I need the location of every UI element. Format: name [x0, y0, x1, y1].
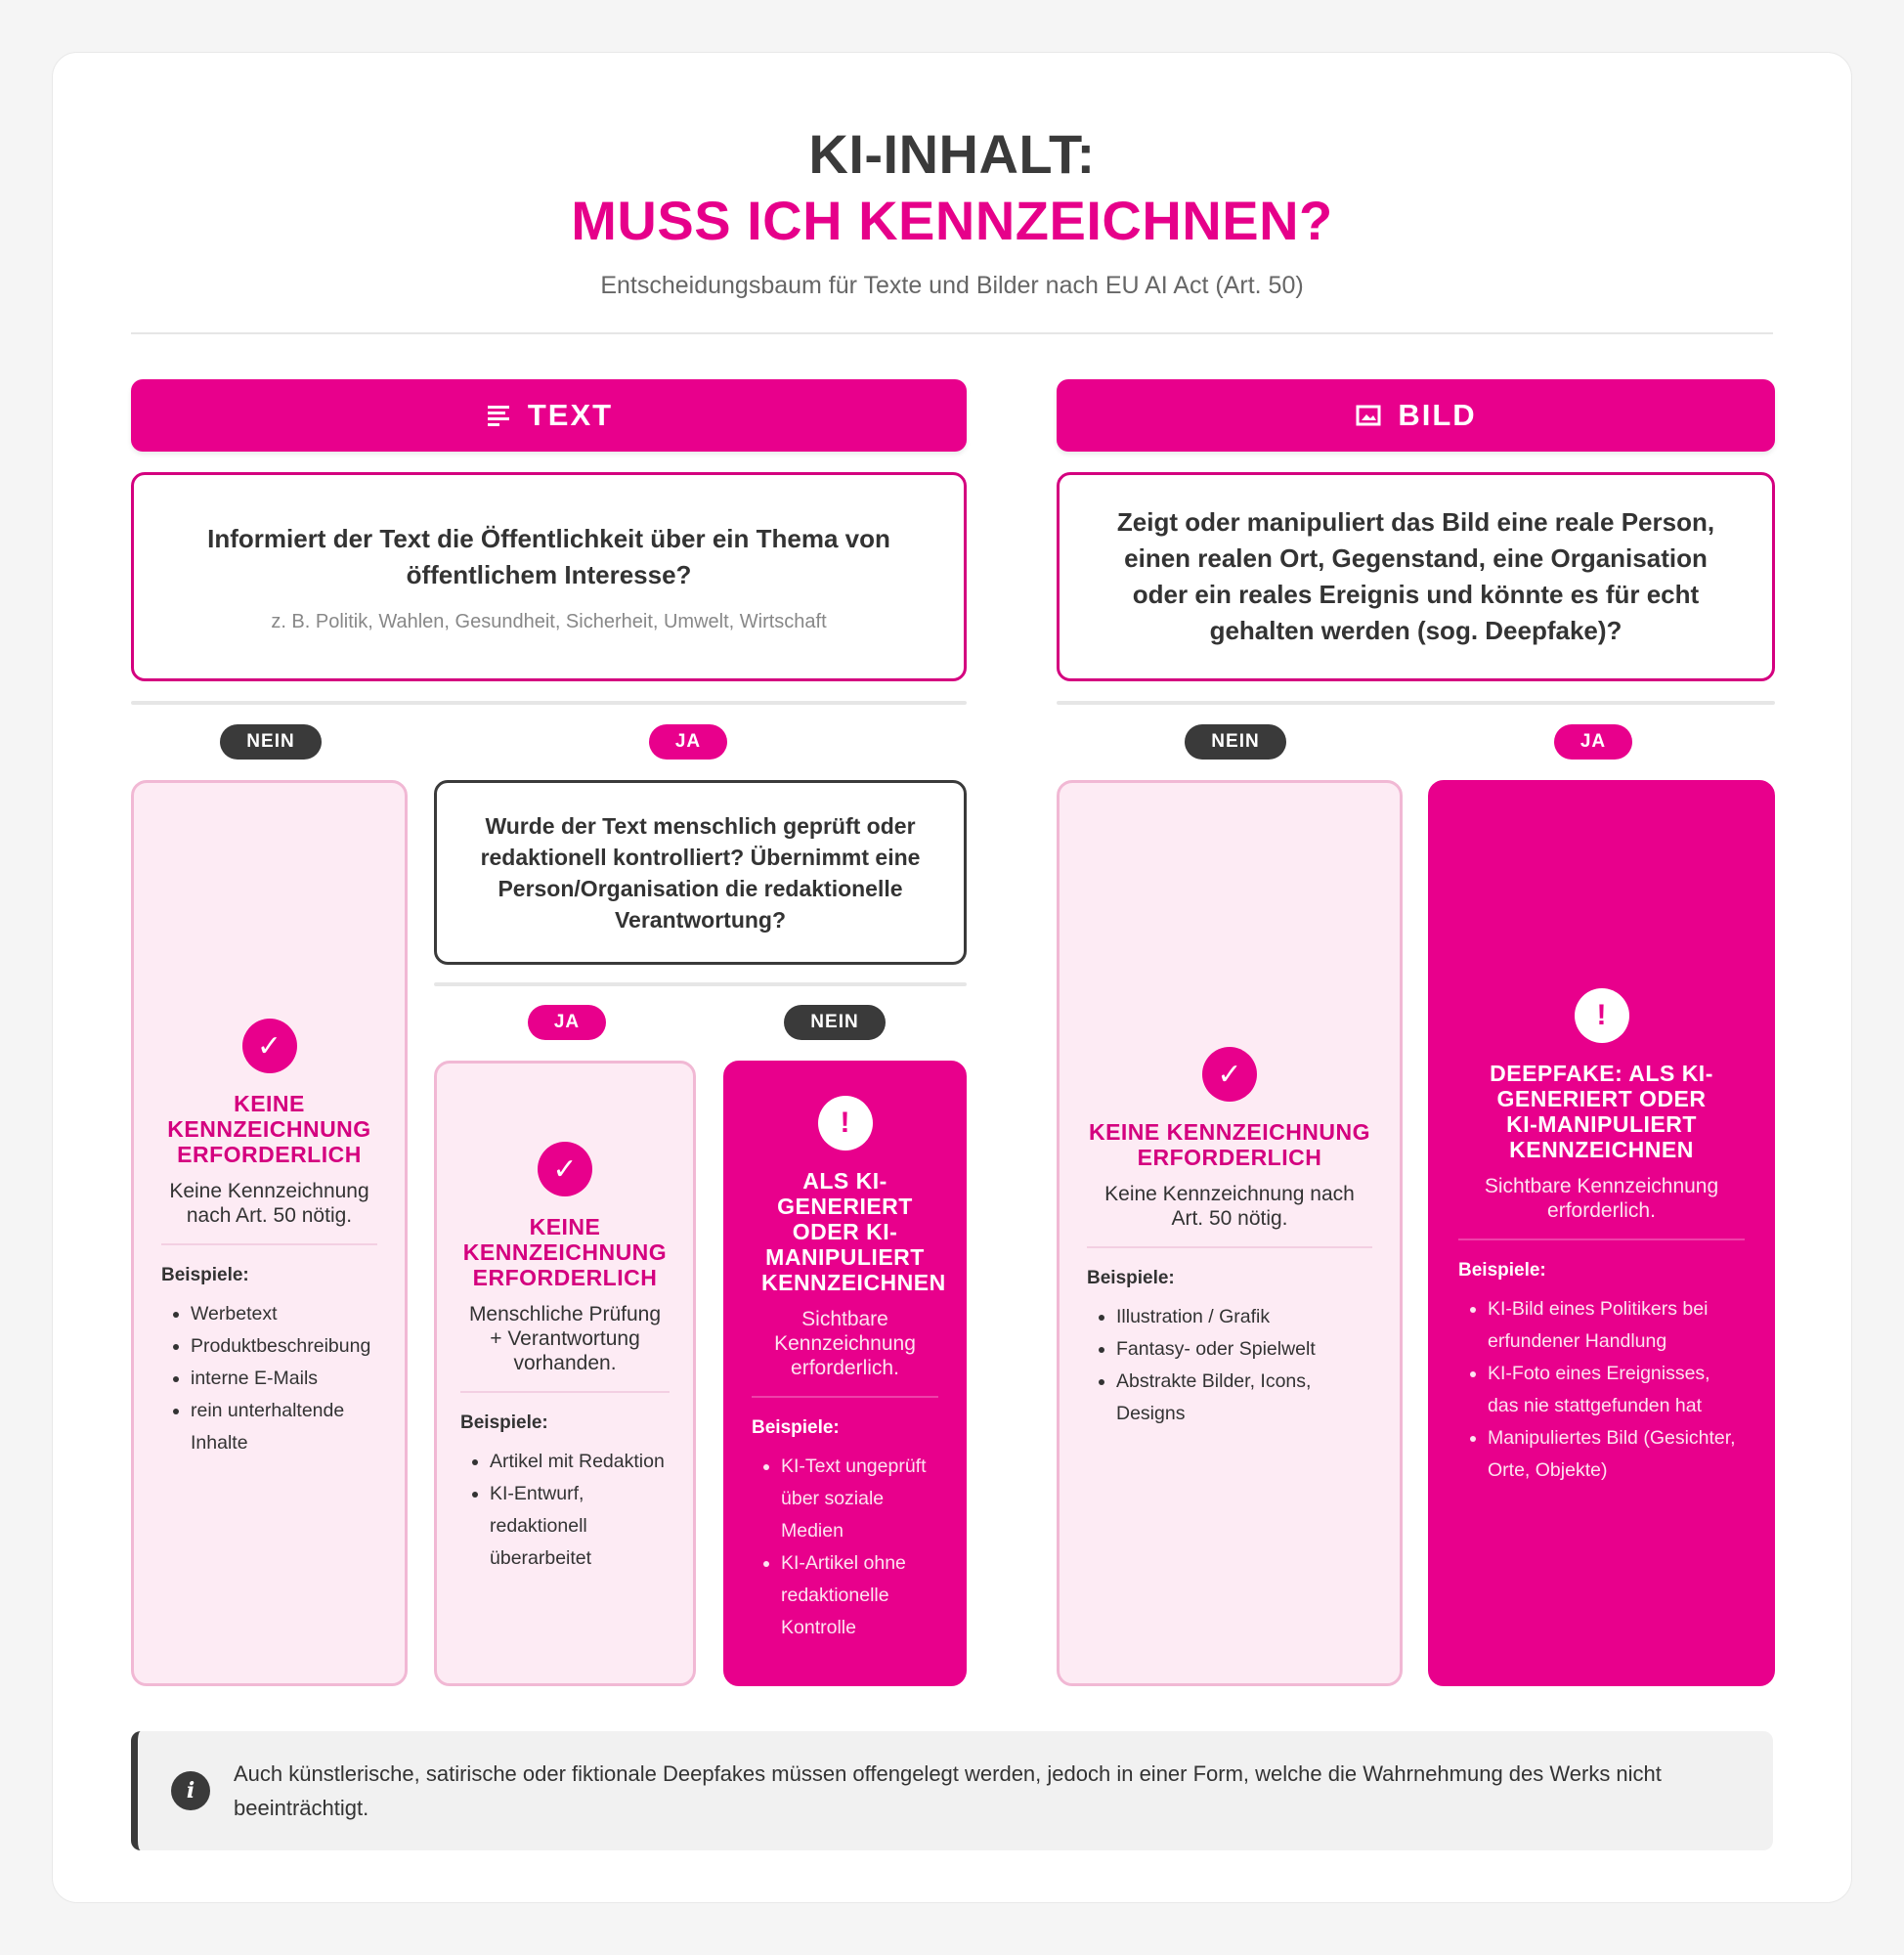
- list-item: • Abstrakte Bilder, Icons, Designs: [1116, 1366, 1372, 1430]
- text-no-result: [131, 780, 408, 1686]
- list-item: • Fantasy- oder Spielwelt: [1116, 1333, 1372, 1366]
- text-lines-icon: [485, 402, 512, 429]
- text-no-pill: NEIN: [220, 724, 322, 760]
- image-question: Zeigt oder manipuliert das Bild eine reale Person, einen realen Ort, Gegenstand, eine Organisation oder ein reales Ereignis und könnte es für echt gehalten werden (sog. Deepfake)?: [1116, 507, 1715, 645]
- list-item: • Werbetext: [191, 1298, 377, 1330]
- text-sub-yes-result: [434, 1061, 696, 1686]
- text-branch-separator: [131, 701, 967, 705]
- examples-list: [752, 1451, 938, 1644]
- text-branch-label: TEXT: [527, 398, 614, 432]
- title-line-2: MUSS ICH KENNZEICHNEN?: [571, 190, 1333, 251]
- image-branch-label: BILD: [1398, 398, 1477, 432]
- header-divider: [131, 332, 1773, 334]
- image-branch-separator: [1057, 701, 1775, 705]
- list-item: • Produktbeschreibung: [191, 1330, 377, 1363]
- text-yes-pill: JA: [649, 724, 727, 760]
- result-description: Menschliche Prüfung + Verantwortung vorhanden.: [468, 1303, 662, 1374]
- image-icon: [1355, 402, 1382, 429]
- list-item: • KI-Text ungeprüft über soziale Medien: [781, 1451, 938, 1547]
- sub-yes-pill: JA: [528, 1005, 606, 1040]
- list-item: • interne E-Mails: [191, 1363, 377, 1395]
- info-text: Auch künstlerische, satirische oder fiktionale Deepfakes müssen offengelegt werden, jedoch in einer Form, welche die Wahrnehmung des Werks nicht beeinträchtigt.: [234, 1761, 1662, 1820]
- result-divider: [752, 1396, 938, 1398]
- result-description: Keine Kennzeichnung nach Art. 50 nötig.: [1104, 1183, 1355, 1230]
- text-sub-question-box: [434, 780, 967, 965]
- check-icon: ✓: [1202, 1047, 1257, 1102]
- result-divider: [460, 1391, 670, 1393]
- examples-label: Beispiele:: [752, 1417, 840, 1438]
- result-description: Sichtbare Kennzeichnung erforderlich.: [1484, 1175, 1719, 1222]
- check-icon: ✓: [242, 1019, 297, 1073]
- list-item: • KI-Artikel ohne redaktionelle Kontrolle: [781, 1547, 938, 1644]
- list-item: • rein unterhaltende Inhalte: [191, 1395, 377, 1459]
- warning-icon: !: [1575, 988, 1629, 1043]
- text-branch-header: [131, 379, 967, 452]
- title-line-1: KI-INHALT:: [808, 123, 1096, 185]
- list-item: • KI-Foto eines Ereignisses, das nie stattgefunden hat: [1488, 1358, 1745, 1422]
- text-sub-no-result: [723, 1061, 967, 1686]
- examples-list: [1458, 1293, 1745, 1487]
- image-question-box: [1057, 472, 1775, 681]
- list-item: • Artikel mit Redaktion: [490, 1446, 670, 1478]
- result-description: Keine Kennzeichnung nach Art. 50 nötig.: [169, 1180, 369, 1227]
- examples-label: Beispiele:: [1458, 1260, 1546, 1281]
- check-icon: ✓: [538, 1142, 592, 1196]
- result-divider: [1087, 1246, 1372, 1248]
- image-no-pill: NEIN: [1185, 724, 1286, 760]
- result-title: KEINE KENNZEICHNUNG ERFORDERLICH: [1088, 1119, 1371, 1170]
- examples-list: [161, 1298, 377, 1459]
- image-yes-pill: JA: [1554, 724, 1632, 760]
- infographic-card: [52, 52, 1852, 1903]
- result-title: DEEPFAKE: ALS KI-GENERIERT ODER KI-MANIPULIERT KENNZEICHNEN: [1490, 1061, 1713, 1162]
- examples-label: Beispiele:: [161, 1265, 249, 1285]
- warning-icon: !: [818, 1096, 873, 1151]
- list-item: • Illustration / Grafik: [1116, 1301, 1372, 1333]
- result-title: KEINE KENNZEICHNUNG ERFORDERLICH: [167, 1091, 371, 1167]
- examples-list: [460, 1446, 670, 1575]
- result-divider: [161, 1243, 377, 1245]
- result-title: ALS KI-GENERIERT ODER KI-MANIPULIERT KENNZEICHNEN: [761, 1168, 946, 1295]
- info-icon: i: [171, 1771, 210, 1810]
- text-sub-question: Wurde der Text menschlich geprüft oder redaktionell kontrolliert? Übernimmt eine Person/Organisation die redaktionelle Verantwortung?: [480, 812, 921, 933]
- text-question-hint: z. B. Politik, Wahlen, Gesundheit, Sicherheit, Umwelt, Wirtschaft: [271, 610, 827, 632]
- list-item: • Manipuliertes Bild (Gesichter, Orte, Objekte): [1488, 1422, 1745, 1487]
- examples-label: Beispiele:: [460, 1412, 548, 1433]
- info-box: [131, 1731, 1773, 1850]
- sub-question-separator: [434, 982, 967, 986]
- sub-no-pill: NEIN: [784, 1005, 886, 1040]
- examples-list: [1087, 1301, 1372, 1430]
- image-branch-header: [1057, 379, 1775, 452]
- list-item: • KI-Bild eines Politikers bei erfundener Handlung: [1488, 1293, 1745, 1358]
- result-description: Sichtbare Kennzeichnung erforderlich.: [774, 1308, 916, 1379]
- result-divider: [1458, 1238, 1745, 1240]
- list-item: • KI-Entwurf, redaktionell überarbeitet: [490, 1478, 670, 1575]
- result-title: KEINE KENNZEICHNUNG ERFORDERLICH: [462, 1214, 668, 1290]
- text-question-box: [131, 472, 967, 681]
- subtitle: Entscheidungsbaum für Texte und Bilder nach EU AI Act (Art. 50): [600, 272, 1304, 299]
- text-question: Informiert der Text die Öffentlichkeit über ein Thema von öffentlichem Interesse?: [207, 523, 890, 589]
- header: [53, 123, 1851, 301]
- examples-label: Beispiele:: [1087, 1268, 1175, 1288]
- image-yes-result: [1428, 780, 1775, 1686]
- image-no-result: [1057, 780, 1403, 1686]
